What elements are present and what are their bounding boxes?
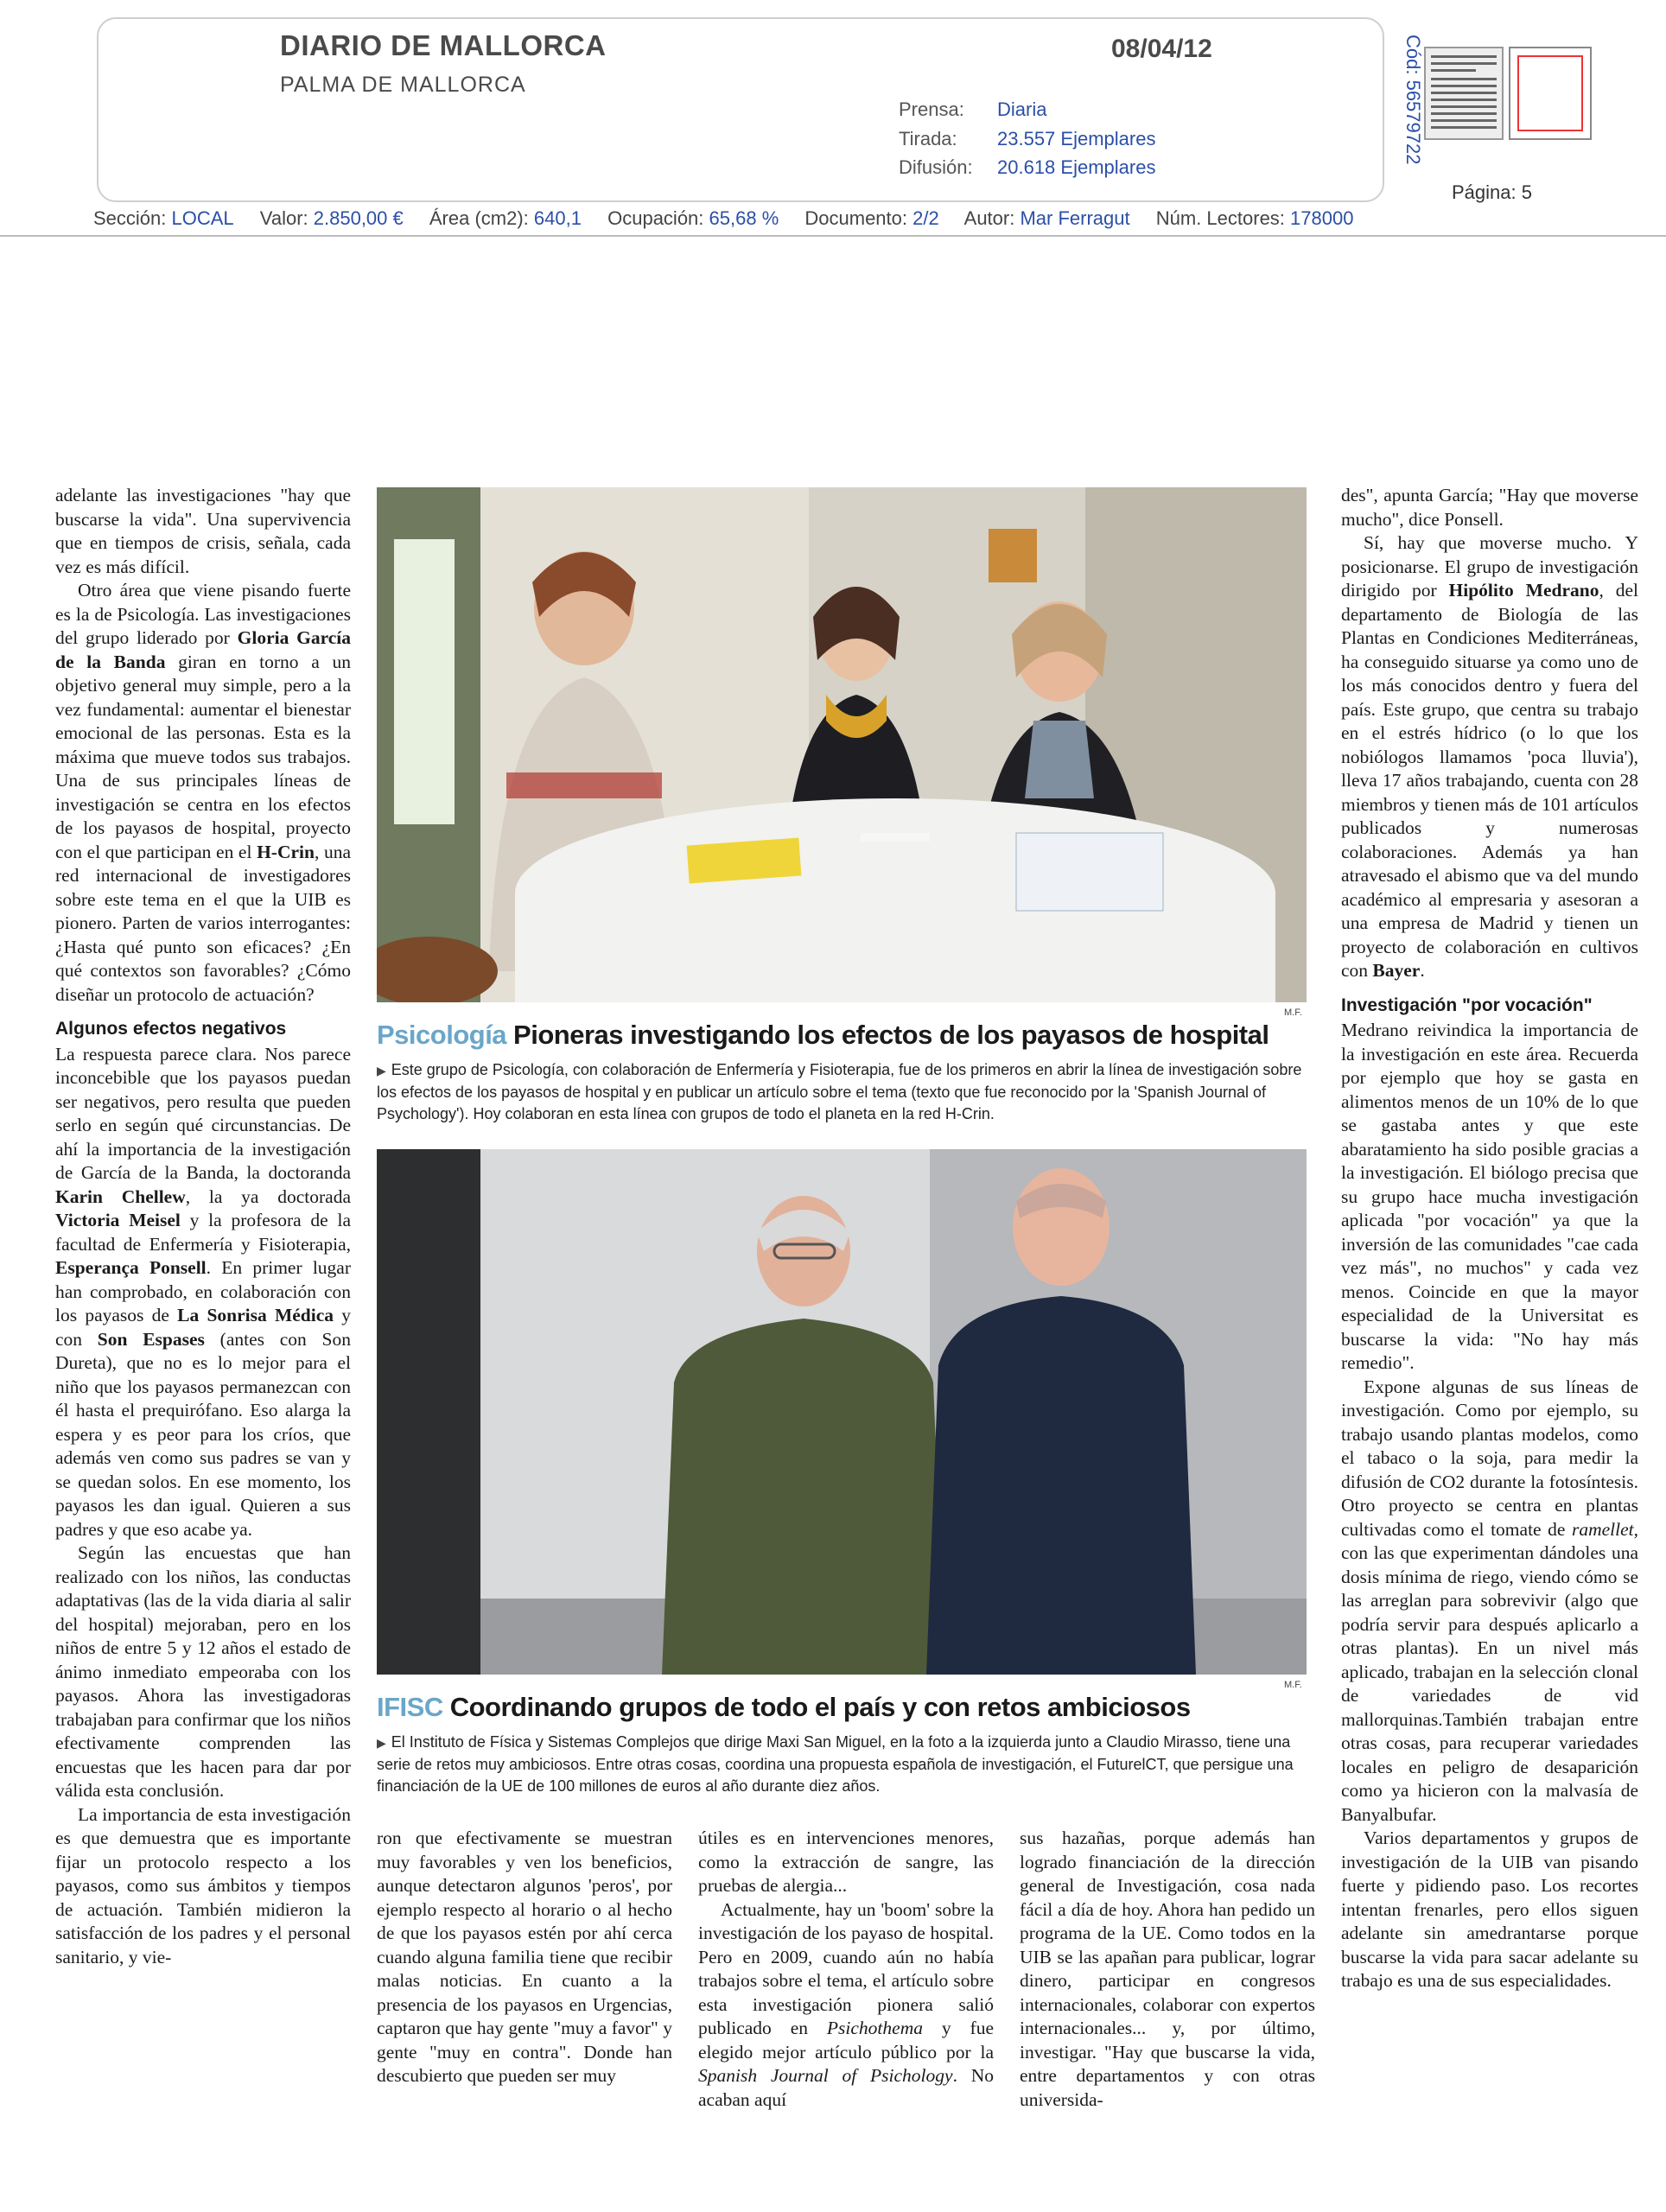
photo-credit: M.F.: [1284, 1007, 1302, 1018]
paragraph: Medrano reivindica la importancia de la investigación en este área. Recuerda por ejemplo que hoy se gasta en alimentos menos de un 10% de lo que se gastaba antes y que este abaratamiento ha sido posible gracias a la investigación. El biólogo precisa que su grupo hace mucha investigación aplicada "por vocación" ya que la inversión de las comunidades "cae cada vez más", no muchos" y cada vez menos. Coincide en que la mayor especialidad de la Universitat es buscarse la vida: "No hay más remedio".: [1341, 1020, 1638, 1373]
article-column-5: [1341, 484, 1638, 2126]
page-thumbnail[interactable]: [1424, 47, 1504, 140]
difusion-label: Difusión:: [899, 156, 973, 178]
prensa-row: [899, 99, 1046, 121]
caption-kicker: Psicología: [377, 1020, 507, 1050]
photo-caption: ▶ Este grupo de Psicología, con colaboración de Enfermería y Fisioterapia, fue de los primeros en abrir la línea de investigación sobre los efectos de los payasos de hospital y en publicar un artículo sobre el tema (texto que fue reconocido por la 'Spanish Journal of Psychology'). Hoy colaboran en esta línea con grupos de todo el planeta en la red H-Crin.: [377, 1061, 1302, 1122]
selection-frame: [1517, 55, 1583, 131]
subheading: Algunos efectos negativos: [55, 1019, 287, 1039]
article-column-2: [377, 1827, 672, 2120]
subheading: Investigación "por vocación": [1341, 995, 1593, 1015]
tirada-label: Tirada:: [899, 128, 957, 149]
article-column-4: [1020, 1827, 1315, 2120]
meta-ocupacion: Ocupación: 65,68 %: [607, 207, 779, 229]
paragraph: Según las encuestas que han realizado con los niños, las conductas adaptativas (las de la vida diaria al salir del hospital) mejoraban, pero en los niños de entre 5 y 12 años el estado de ánimo inmediato empeoraba con los payasos. Ahora las investigadoras trabajaban para confirmar que los niños efectivamente comprenden las encuestas que les hacen para dar por válida esta conclusión.: [55, 1542, 351, 1801]
page-number: Página: 5: [1452, 181, 1532, 203]
photo-psychology-team: [377, 487, 1307, 1002]
meta-seccion: Sección: LOCAL: [93, 207, 234, 229]
meta-bar: [93, 207, 1374, 230]
meta-autor: Autor: Mar Ferragut: [963, 207, 1130, 229]
paragraph: Otro área que viene pisando fuerte es la de Psicología. Las investigaciones del grupo liderado por Gloria García de la Banda giran en torno a un objetivo general muy simple, pero a la vez fundamental: aumentar el bienestar emocional de las personas. Esta es la máxima que mueve todos sus trabajos. Una de sus principales líneas de investigación se centra en los efectos de los payasos de hospital, proyecto con el que participan en el H-Crin, una red internacional de investigadores sobre este tema en el que la UIB es pionero. Parten de varios interrogantes: ¿Hasta qué punto son eficaces? ¿En qué contextos son favorables? ¿Cómo diseñar un protocolo de actuación?: [55, 580, 351, 1005]
photo-ifisc-image: [377, 1149, 1307, 1675]
photo-caption: ▶ El Instituto de Física y Sistemas Complejos que dirige Maxi San Miguel, en la foto a la izquierda junto a Claudio Mirasso, tiene una serie de retos muy ambiciosos. Entre otras cosas, coordina una propuesta española de investigación, el FuturelCT, que persigue una financiación de la UE de 100 millones de euros al año durante diez años.: [377, 1733, 1294, 1795]
tirada-row: [899, 128, 1155, 150]
header-divider: [0, 235, 1666, 237]
paragraph: útiles es en intervenciones menores, como la extracción de sangre, las pruebas de alergia...: [698, 1827, 994, 1896]
article-column-3: [698, 1827, 994, 2120]
meta-area: Área (cm2): 640,1: [429, 207, 582, 229]
page-thumbnail-selected[interactable]: [1509, 47, 1592, 140]
photo-caption-title: IFISC Coordinando grupos de todo el país y con retos ambiciosos: [377, 1692, 1191, 1722]
prensa-label: Prensa:: [899, 99, 964, 120]
photo-psychology-image: [377, 487, 1307, 1002]
paragraph: La respuesta parece clara. Nos parece inconcebible que los payasos puedan ser negativos, pero resulta que pueden serlo en según qué circunstancias. De ahí la importancia de la investigación de García de la Banda, la doctoranda Karin Chellew, la ya doctorada Victoria Meisel y la profesora de la facultad de Enfermería y Fisioterapia, Esperança Ponsell. En primer lugar han comprobado, en colaboración con los payasos de La Sonrisa Médica y con Son Espases (antes con Son Dureta), que no es lo mejor para el niño que los payasos permanezcan con él hasta el prequirófano. Eso alarga la espera y es peor para los críos, que además ven como sus padres se van y se quedan solos. En ese momento, los payasos les dan igual. Quieren a sus padres y que eso acabe ya.: [55, 1043, 351, 1540]
difusion-row: [899, 156, 1155, 179]
paragraph: Sí, hay que moverse mucho. Y posicionarse. El grupo de investigación dirigido por Hipólito Medrano, del departamento de Biología de las Plantas en Condiciones Mediterráneas, ha conseguido situarse ya como uno de los más conocidos dentro y fuera del país. Este grupo, que centra su trabajo en el estrés hídrico (o lo que los nobiólogos llamamos 'poca lluvia'), lleva 17 años trabajando, cuenta con 28 miembros y tienen más de 101 artículos publicados y numerosas colaboraciones. Además ya han atravesado el abismo que va del mundo académico al empresaria y asesoran a una empresa de Madrid y tienen un proyecto de colaboración en cultivos con Bayer.: [1341, 532, 1638, 981]
caption-kicker: IFISC: [377, 1692, 443, 1722]
paragraph: Actualmente, hay un 'boom' sobre la investigación de los payaso de hospital. Pero en 2009, cuando aún no había trabajos sobre el tema, el artículo sobre esta investigación pionera salió publicado en Psichothema y fue elegido mejor artículo público por la Spanish Journal of Psichology. No acaban aquí: [698, 1898, 994, 2110]
document-code: Cód: 56579722: [1402, 35, 1424, 165]
article-column-1: [55, 484, 351, 2126]
photo-ifisc-team: [377, 1149, 1307, 1675]
meta-documento: Documento: 2/2: [804, 207, 939, 229]
newspaper-name: DIARIO DE MALLORCA: [280, 29, 607, 61]
paragraph: adelante las investigaciones "hay que buscarse la vida". Una supervivencia que en tiempos de crisis, señala, cada vez es más difícil.: [55, 485, 351, 577]
photo-credit: M.F.: [1284, 1680, 1302, 1690]
paragraph: Expone algunas de sus líneas de investigación. Como por ejemplo, su trabajo usando plantas modelos, como el tabaco o la soja, para medir la difusión de CO2 durante la fotosíntesis. Otro proyecto se centra en plantas cultivadas como el tomate de ramellet, con las que experimentan dándoles una dosis mínima de riego, viendo cómo se las arreglan para sobrevivir (algo que podría servir para después aplicarlo a otras plantas). En un nivel más aplicado, trabajan en la selección clonal de variedades de vid mallorquinas.También trabajan entre otras cosas, para recuperar variedades locales en peligro de desaparición como ya hicieron con la malvasía de Banyalbufar.: [1341, 1376, 1638, 1825]
photo-caption-title: Psicología Pioneras investigando los efectos de los payasos de hospital: [377, 1020, 1269, 1050]
meta-valor: Valor: 2.850,00 €: [259, 207, 404, 229]
caption-arrow-icon: ▶: [377, 1736, 386, 1750]
paragraph: ron que efectivamente se muestran muy favorables y ven los beneficios, aunque detectaron algunos 'peros', por ejemplo respecto al horario o al hecho de que los payasos estén por ahí cerca cuando alguna familia tiene que recibir malas noticias. En cuanto a la presencia de los payasos en Urgencias, captaron que hay gente "muy a favor" y gente "muy en contra". Donde han descubierto que pueden ser muy: [377, 1827, 672, 2086]
caption-arrow-icon: ▶: [377, 1064, 386, 1077]
paragraph: Varios departamentos y grupos de investigación de la UIB van pisando fuerte y pidiendo paso. Los recortes intentan frenarles, pero ellos siguen adelante sin amedrantarse porque buscarse la vida para sacar adelante su trabajo es una de sus especialidades.: [1341, 1827, 1638, 1991]
prensa-value: Diaria: [997, 99, 1047, 120]
publication-date: 08/04/12: [1111, 35, 1212, 63]
newspaper-city: PALMA DE MALLORCA: [280, 73, 526, 97]
paragraph: La importancia de esta investigación es que demuestra que es importante fijar un protocolo respecto a los payasos, como sus ámbitos y tiempos de actuación. También midieron la satisfacción de los padres y el personal sanitario, y vie-: [55, 1803, 351, 1967]
meta-lectores: Núm. Lectores: 178000: [1155, 207, 1354, 229]
tirada-value: 23.557 Ejemplares: [997, 128, 1156, 149]
paragraph: des", apunta García; "Hay que moverse mucho", dice Ponsell.: [1341, 485, 1638, 530]
paragraph: sus hazañas, porque además han logrado financiación de la dirección general de Investigación, cosa nada fácil a día de hoy. Ahora han pedido un programa de la UE. Como todos en la UIB se las apañan para publicar, lograr dinero, participar en congresos internacionales, colaborar con expertos internacionales... y, por último, investigar. "Hay que buscarse la vida, entre departamentos y con otras universida-: [1020, 1827, 1315, 2110]
difusion-value: 20.618 Ejemplares: [997, 156, 1156, 178]
